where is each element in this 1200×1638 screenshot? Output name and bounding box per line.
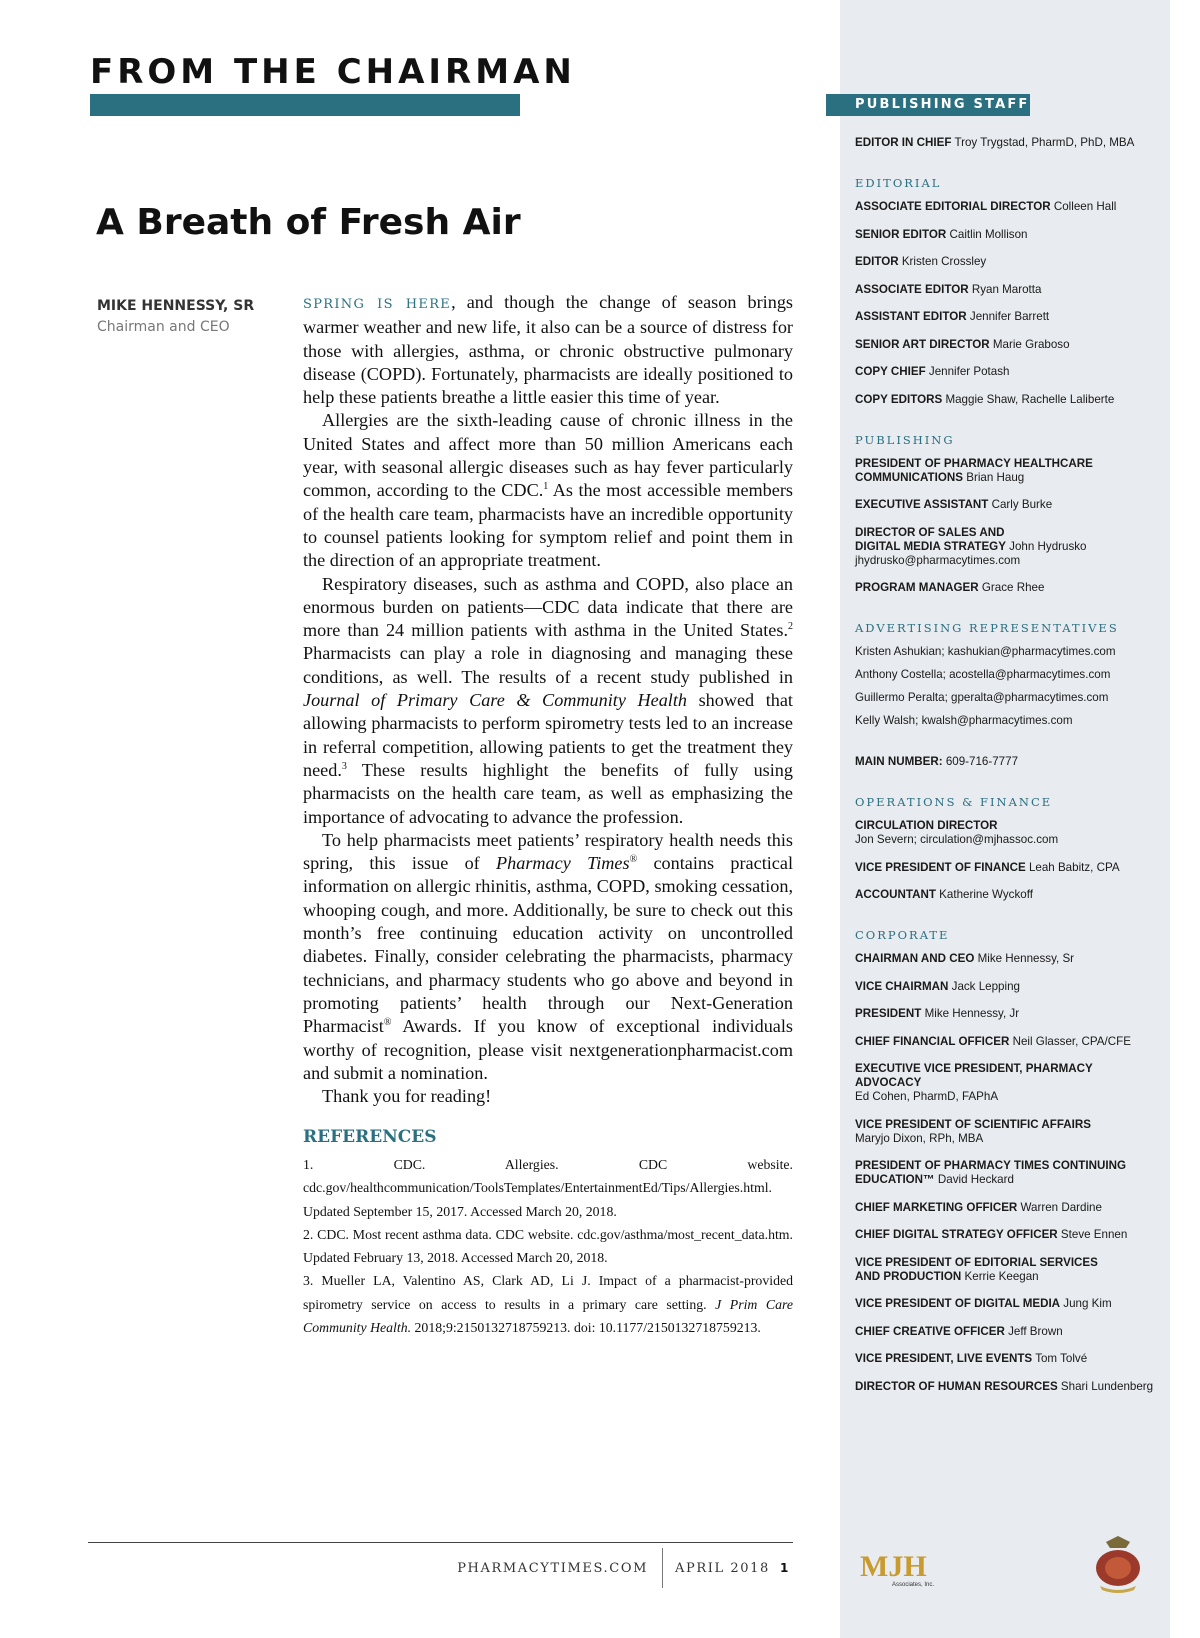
footnote-1: 1 xyxy=(543,481,549,493)
reference-1: 1. CDC. Allergies. CDC website. cdc.gov/healthcommunication/ToolsTemplates/EntertainmentEd/Tips/Allergies.html. Updated September 15, 2017. Accessed March 20, 2018. xyxy=(303,1157,793,1219)
crest-inner-shape xyxy=(1105,1557,1131,1579)
section-title-bar xyxy=(90,94,520,116)
staff-entry xyxy=(855,310,1155,324)
staff-name: Jennifer Potash xyxy=(928,365,1010,378)
staff-name: Kristen Crossley xyxy=(901,255,987,268)
staff-name: Jennifer Barrett xyxy=(969,310,1050,323)
journal-title: Journal of Primary Care & Community Health xyxy=(303,690,687,711)
staff-entry xyxy=(855,1297,1155,1311)
role-label: COPY CHIEF xyxy=(855,365,926,378)
paragraph-5: Thank you for reading! xyxy=(322,1086,492,1107)
role-label: SENIOR ART DIRECTOR xyxy=(855,337,990,351)
staff-entry xyxy=(855,393,1155,407)
staff-name: David Heckard xyxy=(937,1173,1014,1186)
role-label: CIRCULATION DIRECTOR xyxy=(855,819,998,832)
role-label: PRESIDENT xyxy=(855,1007,922,1020)
crest-logo xyxy=(1090,1532,1146,1596)
operations-heading: OPERATIONS & FINANCE xyxy=(855,795,1053,809)
paragraph-4-text-b: contains practical information on allergic rhinitis, asthma, COPD, smoking cessation, whooping cough, and more. Additionally, be sure to check out this month’s free continuing education activity on uncontrolled diabetes. Finally, consider celebrating the pharmacists, pharmacy technicians, and pharmacy students who go above and beyond in promoting patients’ health through our Next-Generation Pharmacist xyxy=(303,853,793,1037)
page-number: 1 xyxy=(780,1561,789,1575)
footer-date: APRIL 2018 xyxy=(675,1561,770,1576)
staff-entry xyxy=(855,1007,1155,1021)
corporate-heading: CORPORATE xyxy=(855,928,950,942)
registered-mark: ® xyxy=(629,854,638,866)
registered-mark-2: ® xyxy=(383,1017,392,1029)
staff-name: Carly Burke xyxy=(991,498,1053,511)
staff-name: Grace Rhee xyxy=(981,581,1045,594)
staff-entry xyxy=(855,1256,1155,1284)
staff-name: Neil Glasser, CPA/CFE xyxy=(1012,1034,1131,1048)
role-label: EDUCATION™ xyxy=(855,1173,935,1186)
ad-rep: Guillermo Peralta; gperalta@pharmacytimes.com xyxy=(855,691,1109,704)
staff-entry xyxy=(855,228,1155,242)
staff-name: John Hydrusko xyxy=(1009,539,1087,553)
staff-entry xyxy=(855,1325,1155,1339)
staff-name: Leah Babitz, CPA xyxy=(1028,860,1120,874)
staff-entry xyxy=(855,1380,1155,1394)
reference-3-journal: J Prim Care Community Health. xyxy=(303,1296,793,1336)
paragraph-3-text-b: Pharmacists can play a role in diagnosing and managing these conditions, as well. The results of a recent study published in xyxy=(303,643,793,687)
staff-entry xyxy=(855,1352,1155,1366)
staff-name: Steve Ennen xyxy=(1060,1228,1128,1241)
staff-entry xyxy=(855,498,1155,512)
role-label: PROGRAM MANAGER xyxy=(855,581,979,594)
role-label: DIRECTOR OF HUMAN RESOURCES xyxy=(855,1379,1058,1393)
role-label: EDITOR IN CHIEF xyxy=(855,136,952,149)
footer-site: PHARMACYTIMES.COM xyxy=(457,1561,648,1576)
phone-number: 609-716-7777 xyxy=(945,755,1019,768)
reference-3-text-a: 3. Mueller LA, Valentino AS, Clark AD, Li J. Impact of a pharmacist-provided spirometry service on access to results in a primary care setting. xyxy=(303,1273,793,1312)
staff-name: Jack Lepping xyxy=(951,979,1020,993)
paragraph-2-text-b: As the most accessible members of the health care team, pharmacists have an incredible opportunity to counsel patients looking for symptom relief and point them in the direction of an appropriate treatment. xyxy=(303,480,793,571)
staff-name: Shari Lundenberg xyxy=(1060,1379,1154,1393)
magazine-title: Pharmacy Times xyxy=(496,853,630,874)
role-label: EXECUTIVE VICE PRESIDENT, PHARMACY ADVOCACY xyxy=(855,1062,1093,1089)
paragraph-3 xyxy=(303,573,793,829)
staff-name: Colleen Hall xyxy=(1053,200,1117,213)
paragraph-4 xyxy=(303,829,793,1085)
footnote-2: 2 xyxy=(788,621,793,633)
staff-name: Maryjo Dixon, RPh, MBA xyxy=(855,1131,984,1145)
staff-entry xyxy=(855,365,1155,379)
role-label: VICE PRESIDENT OF EDITORIAL SERVICES xyxy=(855,1255,1098,1269)
footer-separator xyxy=(662,1548,663,1588)
crest-banner-shape xyxy=(1100,1586,1136,1593)
reference-3-text-b: 2018;9:2150132718759213. doi: 10.1177/2150132718759213. xyxy=(411,1320,761,1336)
byline xyxy=(97,298,287,335)
ad-rep: Kelly Walsh; kwalsh@pharmacytimes.com xyxy=(855,714,1073,727)
role-label: ASSISTANT EDITOR xyxy=(855,310,967,323)
paragraph-1 xyxy=(303,291,793,409)
staff-entry xyxy=(855,952,1155,966)
footer-rule xyxy=(88,1542,793,1543)
staff-list xyxy=(855,136,1155,1407)
staff-name: Warren Dardine xyxy=(1020,1200,1102,1214)
staff-entry xyxy=(855,888,1155,902)
crest-top-shape xyxy=(1106,1536,1130,1548)
paragraph-2-text-a: Allergies are the sixth-leading cause of chronic illness in the United States and affect more than 50 million Americans each year, with seasonal allergic diseases such as hay fever particularly common, according to the CDC. xyxy=(303,410,793,501)
author-title: Chairman and CEO xyxy=(97,319,230,335)
role-label: COMMUNICATIONS xyxy=(855,470,963,484)
reference-3 xyxy=(303,1269,793,1339)
paragraph-2 xyxy=(303,409,793,572)
paragraph-3-text-d: These results highlight the benefits of fully using pharmacists on the health care team, as well as emphasizing the importance of advocating to advance the profession. xyxy=(303,759,793,827)
role-label: DIGITAL MEDIA STRATEGY xyxy=(855,539,1006,553)
staff-entry xyxy=(855,1035,1155,1049)
role-label: CHIEF FINANCIAL OFFICER xyxy=(855,1034,1010,1048)
paragraph-4-text-a: To help pharmacists meet patients’ respiratory health needs this spring, this issue of xyxy=(303,829,793,874)
staff-entry xyxy=(855,819,1155,847)
staff-name: Kerrie Keegan xyxy=(964,1269,1039,1283)
publishing-staff-tab: PUBLISHING STAFF xyxy=(826,94,1030,116)
role-label: CHIEF MARKETING OFFICER xyxy=(855,1200,1018,1214)
role-label: COPY EDITORS xyxy=(855,392,943,406)
article-body xyxy=(303,291,793,1108)
article-headline: A Breath of Fresh Air xyxy=(96,202,521,243)
footnote-3: 3 xyxy=(341,760,347,772)
role-label: VICE PRESIDENT OF SCIENTIFIC AFFAIRS xyxy=(855,1117,1091,1131)
role-label: AND PRODUCTION xyxy=(855,1269,962,1283)
staff-entry xyxy=(855,1228,1155,1242)
role-label: DIRECTOR OF SALES AND xyxy=(855,525,1005,539)
staff-name: Katherine Wyckoff xyxy=(939,888,1033,901)
staff-name: Jeff Brown xyxy=(1008,1324,1063,1338)
staff-name: Mike Hennessy, Jr xyxy=(924,1007,1020,1020)
role-label: CHIEF CREATIVE OFFICER xyxy=(855,1324,1005,1338)
role-label: ASSOCIATE EDITOR xyxy=(855,282,969,296)
role-label: VICE PRESIDENT OF DIGITAL MEDIA xyxy=(855,1297,1061,1310)
references-heading: REFERENCES xyxy=(303,1127,437,1147)
advertising-heading: ADVERTISING REPRESENTATIVES xyxy=(855,621,1119,635)
role-label: MAIN NUMBER: xyxy=(855,755,943,768)
paragraph-4-text-c: Awards. If you know of exceptional individuals worthy of recognition, please visit nextgenerationpharmacist.com and submit a nomination. xyxy=(303,1016,793,1083)
main-number xyxy=(855,755,1155,769)
staff-entry xyxy=(855,338,1155,352)
staff-entry xyxy=(855,526,1155,568)
author-name: MIKE HENNESSY, SR xyxy=(97,298,255,314)
paragraph-3-text-a: Respiratory diseases, such as asthma and COPD, also place an enormous burden on patients—CDC data indicate that there are more than 24 million patients with asthma in the United States. xyxy=(303,573,793,641)
reference-2: 2. CDC. Most recent asthma data. CDC website. cdc.gov/asthma/most_recent_data.htm. Updated February 13, 2018. Accessed March 20, 2018. xyxy=(303,1226,793,1266)
role-label: ASSOCIATE EDITORIAL DIRECTOR xyxy=(855,200,1051,213)
role-label: EXECUTIVE ASSISTANT xyxy=(855,498,989,511)
staff-name: Marie Graboso xyxy=(992,337,1070,351)
staff-entry xyxy=(855,861,1155,875)
staff-entry xyxy=(855,1062,1155,1104)
staff-entry xyxy=(855,283,1155,297)
role-label: VICE PRESIDENT OF FINANCE xyxy=(855,860,1026,874)
paragraph-3-text-c: showed that allowing pharmacists to perform spirometry tests led to an increase in referral competition, allowing patients to get the treatment they need. xyxy=(303,690,793,780)
staff-entry xyxy=(855,200,1155,214)
staff-name: Tom Tolvé xyxy=(1035,1352,1088,1365)
staff-name: Maggie Shaw, Rachelle Laliberte xyxy=(945,392,1115,406)
role-label: PRESIDENT OF PHARMACY TIMES CONTINUING xyxy=(855,1159,1126,1172)
role-label: VICE CHAIRMAN xyxy=(855,979,949,993)
staff-entry xyxy=(855,581,1155,595)
staff-name: Jung Kim xyxy=(1063,1297,1112,1310)
role-label: EDITOR xyxy=(855,255,899,268)
mjh-logo-subtext: Associates, Inc. xyxy=(892,1582,935,1588)
staff-entry xyxy=(855,980,1155,994)
role-label: ACCOUNTANT xyxy=(855,888,936,901)
role-label: CHIEF DIGITAL STRATEGY OFFICER xyxy=(855,1228,1058,1241)
staff-name: Jon Severn; circulation@mjhassoc.com xyxy=(855,833,1059,846)
staff-entry xyxy=(855,457,1155,485)
publishing-heading: PUBLISHING xyxy=(855,432,955,447)
paragraph-1-text: , and though the change of season brings warmer weather and new life, it also can be a source of distress for those with allergies, asthma, or chronic obstructive pulmonary disease (COPD). Fortunately, pharmacists are ideally positioned to help these patients breathe a little easier this time of year. xyxy=(303,292,793,408)
role-label: VICE PRESIDENT, LIVE EVENTS xyxy=(855,1352,1033,1365)
section-title: FROM THE CHAIRMAN xyxy=(90,52,576,92)
staff-entry xyxy=(855,255,1155,269)
editor-in-chief xyxy=(855,136,1155,150)
staff-entry xyxy=(855,1118,1155,1146)
staff-name: Troy Trygstad, PharmD, PhD, MBA xyxy=(954,136,1135,149)
role-label: CHAIRMAN AND CEO xyxy=(855,952,975,965)
staff-name: Ryan Marotta xyxy=(971,282,1042,296)
ad-rep: Anthony Costella; acostella@pharmacytimes.com xyxy=(855,668,1111,681)
staff-name: Brian Haug xyxy=(966,470,1025,484)
staff-email: jhydrusko@pharmacytimes.com xyxy=(855,553,1021,567)
mjh-logo-text: MJH xyxy=(860,1550,927,1583)
role-label: PRESIDENT OF PHARMACY HEALTHCARE xyxy=(855,456,1093,470)
staff-name: Mike Hennessy, Sr xyxy=(977,952,1075,965)
editorial-heading: EDITORIAL xyxy=(855,176,942,190)
references xyxy=(303,1127,793,1339)
staff-name: Ed Cohen, PharmD, FAPhA xyxy=(855,1090,999,1103)
lead-in: SPRING IS HERE xyxy=(303,297,452,312)
mjh-logo xyxy=(858,1546,938,1590)
staff-entry xyxy=(855,1201,1155,1215)
staff-name: Caitlin Mollison xyxy=(949,227,1028,241)
staff-entry xyxy=(855,1159,1155,1187)
role-label: SENIOR EDITOR xyxy=(855,227,947,241)
ad-rep: Kristen Ashukian; kashukian@pharmacytimes.com xyxy=(855,645,1116,658)
